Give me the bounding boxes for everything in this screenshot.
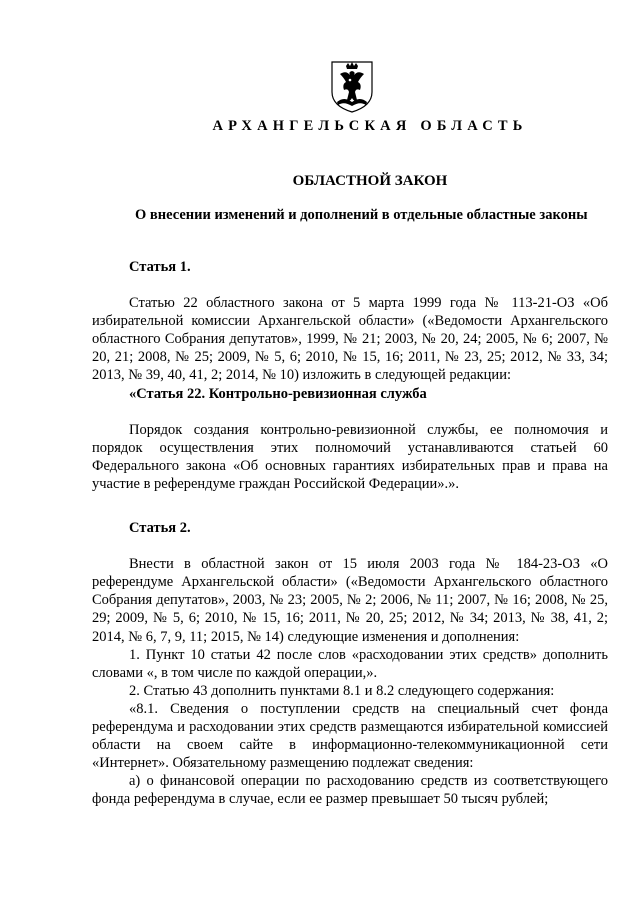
region-name: АРХАНГЕЛЬСКАЯ ОБЛАСТЬ: [212, 118, 528, 134]
article-22-text: Порядок создания контрольно-ревизионной службы, ее полномочия и порядок осуществления этих полномочий устанавливаются статьей 60 Федерального закона «Об основных гарантиях избирательных прав и права на участие в референдуме граждан Российской Федерации».».: [92, 421, 608, 492]
law-title: ОБЛАСТНОЙ ЗАКОН: [292, 173, 448, 189]
article-2-item-2: 2. Статью 43 дополнить пунктами 8.1 и 8.2 следующего содержания:: [129, 682, 555, 699]
article-2-heading: Статья 2.: [129, 520, 191, 537]
article-1-heading: Статья 1.: [129, 259, 191, 275]
article-1-paragraph: Статью 22 областного закона от 5 марта 1999 года № 113-21-ОЗ «Об избирательной комиссии Архангельской области» («Ведомости Архангельского областного Собрания депутатов», 1999, № 21; 2003, № 20, 24; 2005, № 6; 2007, № 20, 21; 2008, № 25; 2009, № 5, 6; 2010, № 15, 16; 2011, № 23, 25; 2012, № 33, 34; 2013, № 39, 40, 41, 2; 2014, № 10) изложить в следующей редакции:: [92, 295, 608, 384]
article-2-item-2-a: а) о финансовой операции по расходованию средств из соответствующего фонда референдума в случае, если ее размер превышает 50 тысяч рублей;: [92, 773, 608, 808]
law-subtitle: О внесении изменений и дополнений в отдельные областные законы: [135, 207, 588, 223]
article-2-item-1: 1. Пункт 10 статьи 42 после слов «расходовании этих средств» дополнить словами «, в том числе по каждой операции,».: [92, 646, 608, 681]
article-22-heading: «Статья 22. Контрольно-ревизионная служба: [129, 385, 427, 402]
coat-of-arms-icon: [328, 58, 376, 114]
document-body: [92, 258, 608, 808]
article-2-item-2-quote: «8.1. Сведения о поступлении средств на специальный счет фонда референдума и расходовании этих средств размещаются избирательной комиссией области на своем сайте в информационно-телекоммуникационной сети «Интернет». Обязательному размещению подлежат сведения:: [92, 700, 608, 772]
article-2-paragraph: Внести в областной закон от 15 июля 2003 года № 184-23-ОЗ «О референдуме Архангельской области» («Ведомости Архангельского областного Собрания депутатов», 2003, № 23; 2005, № 2; 2006, № 11; 2007, № 16; 2008, № 25, 29; 2009, № 5, 6; 2010, № 15, 16; 2011, № 20, 25; 2012, № 34; 2013, № 38, 41, 2; 2014, № 6, 7, 9, 11; 2015, № 14) следующие изменения и дополнения:: [92, 556, 608, 645]
